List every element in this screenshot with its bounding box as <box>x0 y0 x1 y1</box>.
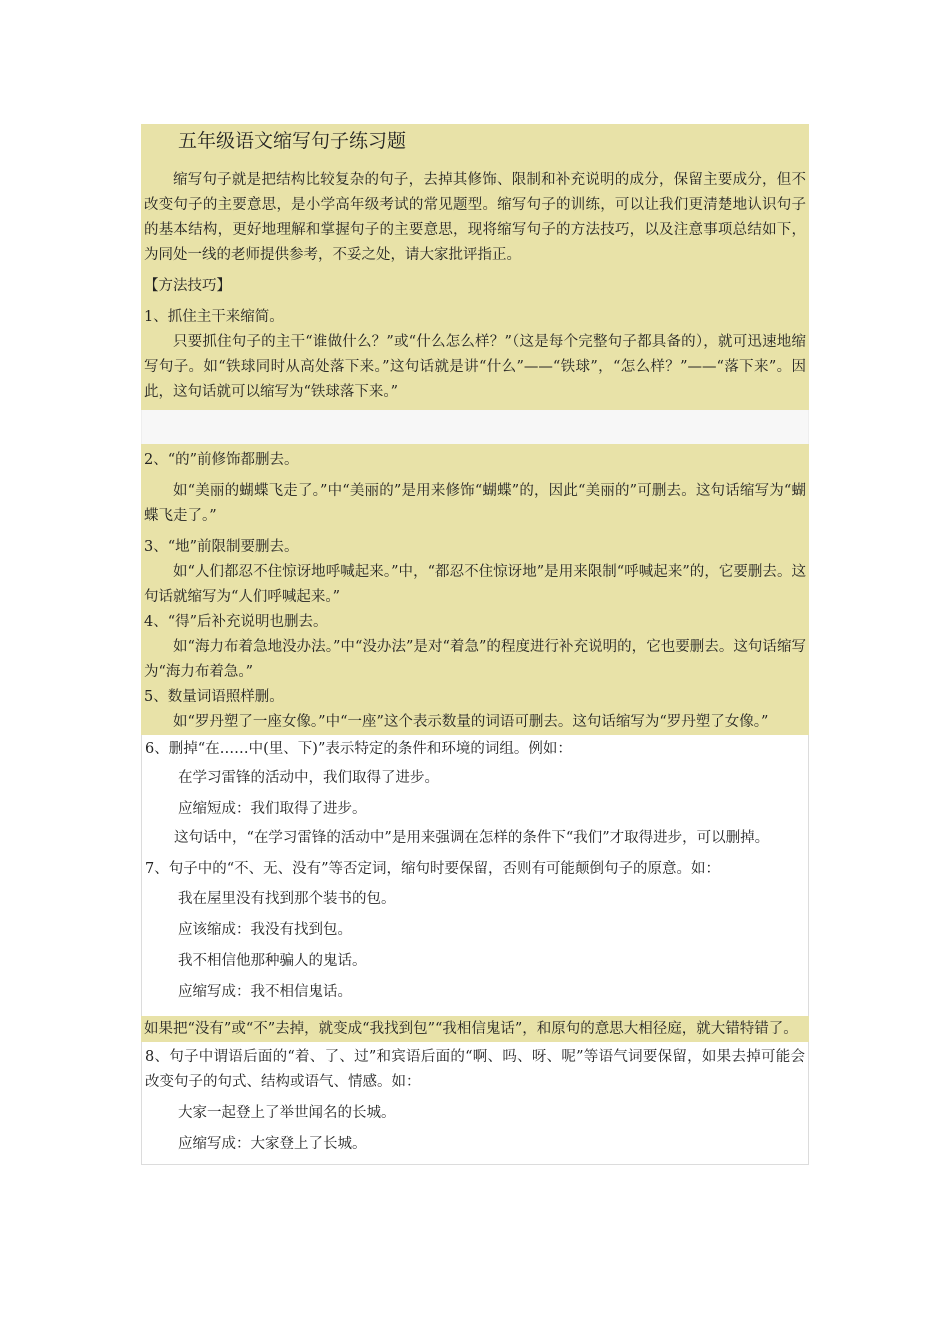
rule-7-example-1: 我在屋里没有找到那个装书的包。 <box>178 891 396 907</box>
rule-1-heading: 1、抓住主干来缩简。 <box>144 309 284 325</box>
rule-7-answer-1: 应该缩成：我没有找到包。 <box>178 922 352 938</box>
rule-6-body: 这句话中，“在学习雷锋的活动中”是用来强调在怎样的条件下“我们”才取得进步，可以删掉。 <box>174 830 770 846</box>
rule-8-heading: 8、句子中谓语后面的“着、了、过”和宾语后面的“啊、吗、呀、呢”等语气词要保留，如果去掉可能会改变句子的句式、结构或语气、情感。如： <box>145 1049 805 1090</box>
rule-2-heading: 2、“的”前修饰都删去。 <box>144 452 299 468</box>
rule-6-answer: 应缩短成：我们取得了进步。 <box>178 801 367 817</box>
rule-5-body: 如“罗丹塑了一座女像。”中“一座”这个表示数量的词语可删去。这句话缩写为“罗丹塑了女像。” <box>173 714 769 730</box>
section-note <box>141 1016 809 1042</box>
document-page <box>141 124 809 1165</box>
rule-6-heading: 6、删掉“在……中(里、下)”表示特定的条件和环境的词组。例如： <box>145 741 572 757</box>
rule-7-note: 如果把“没有”或“不”去掉，就变成“我找到包”“我相信鬼话”，和原句的意思大相径庭，就大错特错了。 <box>144 1021 798 1037</box>
rule-1-body: 只要抓住句子的主干“谁做什么？”或“什么怎么样？”（这是每个完整句子都具备的），就可迅速地缩写句子。如“铁球同时从高处落下来。”这句话就是讲“什么”——“铁球”，“怎么样？”——“落下来”。因此，这句话就可以缩写为“铁球落下来。” <box>144 334 806 400</box>
rule-3-heading: 3、“地”前限制要删去。 <box>144 539 299 555</box>
rule-8-answer: 应缩写成：大家登上了长城。 <box>178 1136 367 1152</box>
method-heading: 【方法技巧】 <box>144 278 231 294</box>
page-title: 五年级语文缩写句子练习题 <box>178 130 407 152</box>
rule-7-answer-2: 应缩写成：我不相信鬼话。 <box>178 984 352 1000</box>
rule-2-body: 如“美丽的蝴蝶飞走了。”中“美丽的”是用来修饰“蝴蝶”的，因此“美丽的”可删去。这句话缩写为“蝴蝶飞走了。” <box>144 483 806 524</box>
rule-3-body: 如“人们都忍不住惊讶地呼喊起来。”中，“都忍不住惊讶地”是用来限制“呼喊起来”的，它要删去。这句话就缩写为“人们呼喊起来。” <box>144 564 806 605</box>
rule-4-heading: 4、“得”后补充说明也删去。 <box>144 614 328 630</box>
rule-5-heading: 5、数量词语照样删。 <box>144 689 284 705</box>
section-divider <box>141 410 809 444</box>
rule-6-example: 在学习雷锋的活动中，我们取得了进步。 <box>178 770 439 786</box>
rule-4-body: 如“海力布着急地没办法。”中“没办法”是对“着急”的程度进行补充说明的，它也要删去。这句话缩写为“海力布着急。” <box>144 639 806 680</box>
section-rule-8 <box>141 1042 809 1165</box>
section-rules-2-5 <box>141 444 809 735</box>
rule-7-heading: 7、句子中的“不、无、没有”等否定词，缩句时要保留，否则有可能颠倒句子的原意。如： <box>145 861 721 877</box>
rule-7-example-2: 我不相信他那种骗人的鬼话。 <box>178 953 367 969</box>
section-intro <box>141 124 809 410</box>
intro-paragraph: 缩写句子就是把结构比较复杂的句子，去掉其修饰、限制和补充说明的成分，保留主要成分，但不改变句子的主要意思，是小学高年级考试的常见题型。缩写句子的训练，可以让我们更清楚地认识句子的基本结构，更好地理解和掌握句子的主要意思，现将缩写句子的方法技巧，以及注意事项总结如下，为同处一线的老师提供参考，不妥之处，请大家批评指正。 <box>144 172 806 263</box>
section-rules-6-7 <box>141 735 809 1016</box>
rule-8-example: 大家一起登上了举世闻名的长城。 <box>178 1105 396 1121</box>
